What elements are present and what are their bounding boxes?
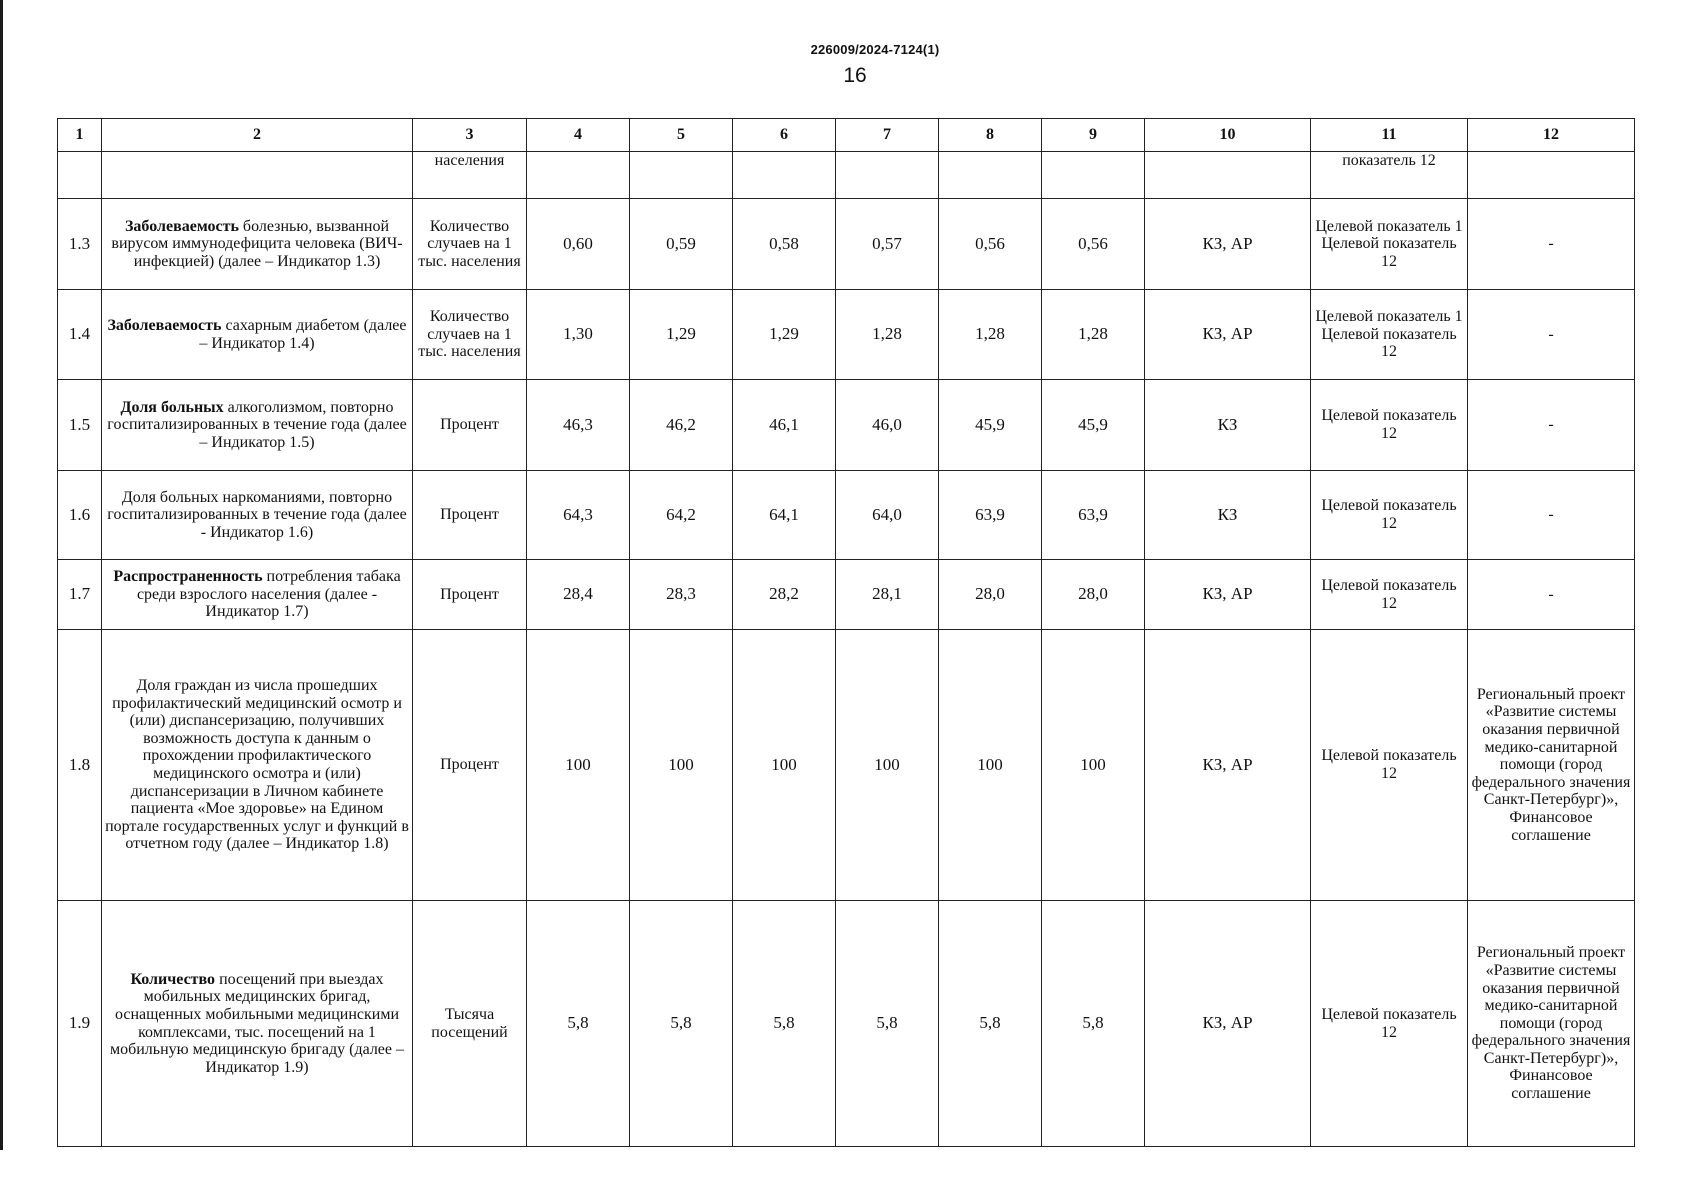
cell-source: показатель 12 bbox=[1311, 152, 1468, 199]
cell-value: 46,2 bbox=[630, 380, 733, 471]
cell-num: 1.6 bbox=[58, 471, 102, 560]
cell-value bbox=[630, 152, 733, 199]
cell-value: 28,0 bbox=[939, 560, 1042, 630]
cell-value: 0,56 bbox=[939, 199, 1042, 290]
cell-num: 1.8 bbox=[58, 630, 102, 901]
name-text: алкоголизмом, повторно госпитализированных в течение года (далее – Индикатор 1.5) bbox=[107, 398, 407, 451]
cell-value: 100 bbox=[527, 630, 630, 901]
cell-name bbox=[102, 630, 413, 901]
cell-value: 5,8 bbox=[630, 901, 733, 1147]
cell-value: 64,2 bbox=[630, 471, 733, 560]
cell-value: 1,30 bbox=[527, 290, 630, 380]
document-id: 226009/2024-7124(1) bbox=[810, 42, 940, 57]
name-bold: Доля больных bbox=[120, 398, 224, 416]
cell-num bbox=[58, 152, 102, 199]
name-text: Доля граждан из числа прошедших профилактический медицинский осмотр и (или) диспансеризацию, получивших возможность доступа к данным о прохождении профилактического медицинского осмотра и (или) диспансеризации в Личном кабинете пациента «Мое здоровье» на Едином портале государственных услуг и функций в отчетном году (далее – Индикатор 1.8) bbox=[105, 677, 409, 853]
cell-unit: Тысяча посещений bbox=[413, 901, 527, 1147]
cell-note bbox=[1468, 152, 1635, 199]
cell-source: Целевой показатель 12 bbox=[1311, 560, 1468, 630]
cell-value: 5,8 bbox=[733, 901, 836, 1147]
cell-value: 1,28 bbox=[939, 290, 1042, 380]
cell-value bbox=[527, 152, 630, 199]
cell-note: Региональный проект «Развитие системы оказания первичной медико-санитарной помощи (город федерального значения Санкт-Петербург)», Финансовое соглашение bbox=[1468, 901, 1635, 1147]
cell-value bbox=[939, 152, 1042, 199]
cell-name bbox=[102, 471, 413, 560]
name-bold: Заболеваемость bbox=[124, 217, 239, 235]
cell-responsible: КЗ, АР bbox=[1145, 560, 1311, 630]
column-header: 9 bbox=[1042, 119, 1145, 152]
cell-value: 1,28 bbox=[1042, 290, 1145, 380]
cell-note: - bbox=[1468, 199, 1635, 290]
cell-value bbox=[1042, 152, 1145, 199]
cell-value: 100 bbox=[1042, 630, 1145, 901]
cell-value: 45,9 bbox=[1042, 380, 1145, 471]
name-bold: Количество bbox=[130, 970, 216, 988]
cell-unit: Процент bbox=[413, 630, 527, 901]
page-number: 16 bbox=[843, 64, 867, 87]
table-row bbox=[58, 199, 1635, 290]
column-number-row bbox=[58, 119, 1635, 152]
cell-responsible: КЗ, АР bbox=[1145, 290, 1311, 380]
cell-value: 100 bbox=[836, 630, 939, 901]
cell-unit: Количество случаев на 1 тыс. населения bbox=[413, 290, 527, 380]
table-row-continuation bbox=[58, 152, 1635, 199]
cell-value: 0,59 bbox=[630, 199, 733, 290]
name-bold: Заболеваемость bbox=[107, 316, 222, 334]
cell-value: 28,0 bbox=[1042, 560, 1145, 630]
cell-responsible: КЗ bbox=[1145, 380, 1311, 471]
column-header: 8 bbox=[939, 119, 1042, 152]
cell-value: 63,9 bbox=[1042, 471, 1145, 560]
cell-source: Целевой показатель 12 bbox=[1311, 471, 1468, 560]
column-header: 11 bbox=[1311, 119, 1468, 152]
cell-name bbox=[102, 380, 413, 471]
cell-responsible: КЗ, АР bbox=[1145, 901, 1311, 1147]
cell-value: 100 bbox=[630, 630, 733, 901]
cell-unit: Процент bbox=[413, 471, 527, 560]
cell-num: 1.4 bbox=[58, 290, 102, 380]
column-header: 1 bbox=[58, 119, 102, 152]
cell-value: 64,3 bbox=[527, 471, 630, 560]
name-text: потребления табака среди взрослого населения (далее - Индикатор 1.7) bbox=[136, 568, 401, 621]
column-header: 5 bbox=[630, 119, 733, 152]
cell-unit: населения bbox=[413, 152, 527, 199]
cell-value: 1,28 bbox=[836, 290, 939, 380]
column-header: 7 bbox=[836, 119, 939, 152]
cell-responsible: КЗ bbox=[1145, 471, 1311, 560]
cell-num: 1.3 bbox=[58, 199, 102, 290]
cell-value: 64,0 bbox=[836, 471, 939, 560]
column-header: 3 bbox=[413, 119, 527, 152]
cell-value: 28,4 bbox=[527, 560, 630, 630]
cell-num: 1.5 bbox=[58, 380, 102, 471]
cell-name bbox=[102, 901, 413, 1147]
cell-name bbox=[102, 199, 413, 290]
table-row bbox=[58, 471, 1635, 560]
cell-name bbox=[102, 290, 413, 380]
cell-value: 46,3 bbox=[527, 380, 630, 471]
cell-value bbox=[836, 152, 939, 199]
cell-note: Региональный проект «Развитие системы оказания первичной медико-санитарной помощи (город федерального значения Санкт-Петербург)», Финансовое соглашение bbox=[1468, 630, 1635, 901]
cell-value: 5,8 bbox=[939, 901, 1042, 1147]
cell-name bbox=[102, 152, 413, 199]
cell-value: 28,1 bbox=[836, 560, 939, 630]
table-row bbox=[58, 560, 1635, 630]
cell-value: 64,1 bbox=[733, 471, 836, 560]
cell-value: 28,2 bbox=[733, 560, 836, 630]
cell-value: 0,60 bbox=[527, 199, 630, 290]
cell-num: 1.7 bbox=[58, 560, 102, 630]
cell-value: 5,8 bbox=[527, 901, 630, 1147]
cell-value: 0,57 bbox=[836, 199, 939, 290]
column-header: 12 bbox=[1468, 119, 1635, 152]
cell-unit: Процент bbox=[413, 560, 527, 630]
cell-num: 1.9 bbox=[58, 901, 102, 1147]
cell-value: 100 bbox=[939, 630, 1042, 901]
column-header: 2 bbox=[102, 119, 413, 152]
cell-source: Целевой показатель 12 bbox=[1311, 380, 1468, 471]
column-header: 6 bbox=[733, 119, 836, 152]
cell-value: 100 bbox=[733, 630, 836, 901]
cell-value: 0,58 bbox=[733, 199, 836, 290]
column-header: 10 bbox=[1145, 119, 1311, 152]
cell-responsible bbox=[1145, 152, 1311, 199]
name-text: болезнью, вызванной вирусом иммунодефицита человека (ВИЧ-инфекцией) (далее – Индикатор 1.3) bbox=[111, 217, 403, 270]
cell-unit: Процент bbox=[413, 380, 527, 471]
cell-value: 0,56 bbox=[1042, 199, 1145, 290]
cell-value: 1,29 bbox=[733, 290, 836, 380]
cell-note: - bbox=[1468, 380, 1635, 471]
table-row bbox=[58, 901, 1635, 1147]
cell-note: - bbox=[1468, 560, 1635, 630]
cell-value: 5,8 bbox=[836, 901, 939, 1147]
table-row bbox=[58, 380, 1635, 471]
cell-value: 45,9 bbox=[939, 380, 1042, 471]
name-text: посещений при выездах мобильных медицинских бригад, оснащенных мобильными медицинскими комплексами, тыс. посещений на 1 мобильную медицинскую бригаду (далее – Индикатор 1.9) bbox=[109, 970, 405, 1076]
cell-value: 63,9 bbox=[939, 471, 1042, 560]
scan-left-edge bbox=[0, 0, 3, 1150]
table-row bbox=[58, 290, 1635, 380]
indicators-table bbox=[57, 118, 1635, 1147]
cell-note: - bbox=[1468, 290, 1635, 380]
cell-unit: Количество случаев на 1 тыс. населения bbox=[413, 199, 527, 290]
column-header: 4 bbox=[527, 119, 630, 152]
table-row bbox=[58, 630, 1635, 901]
name-text: Доля больных наркоманиями, повторно госпитализированных в течение года (далее - Индикатор 1.6) bbox=[107, 488, 407, 541]
cell-value: 5,8 bbox=[1042, 901, 1145, 1147]
cell-value: 1,29 bbox=[630, 290, 733, 380]
cell-name bbox=[102, 560, 413, 630]
name-text: сахарным диабетом (далее – Индикатор 1.4) bbox=[199, 316, 407, 352]
cell-value: 46,1 bbox=[733, 380, 836, 471]
cell-source: Целевой показатель 1 Целевой показатель 12 bbox=[1311, 290, 1468, 380]
cell-source: Целевой показатель 12 bbox=[1311, 630, 1468, 901]
name-bold: Распространенность bbox=[113, 568, 263, 586]
cell-responsible: КЗ, АР bbox=[1145, 630, 1311, 901]
cell-responsible: КЗ, АР bbox=[1145, 199, 1311, 290]
cell-value: 46,0 bbox=[836, 380, 939, 471]
cell-source: Целевой показатель 1 Целевой показатель 12 bbox=[1311, 199, 1468, 290]
cell-note: - bbox=[1468, 471, 1635, 560]
cell-value: 28,3 bbox=[630, 560, 733, 630]
cell-value bbox=[733, 152, 836, 199]
cell-source: Целевой показатель 12 bbox=[1311, 901, 1468, 1147]
